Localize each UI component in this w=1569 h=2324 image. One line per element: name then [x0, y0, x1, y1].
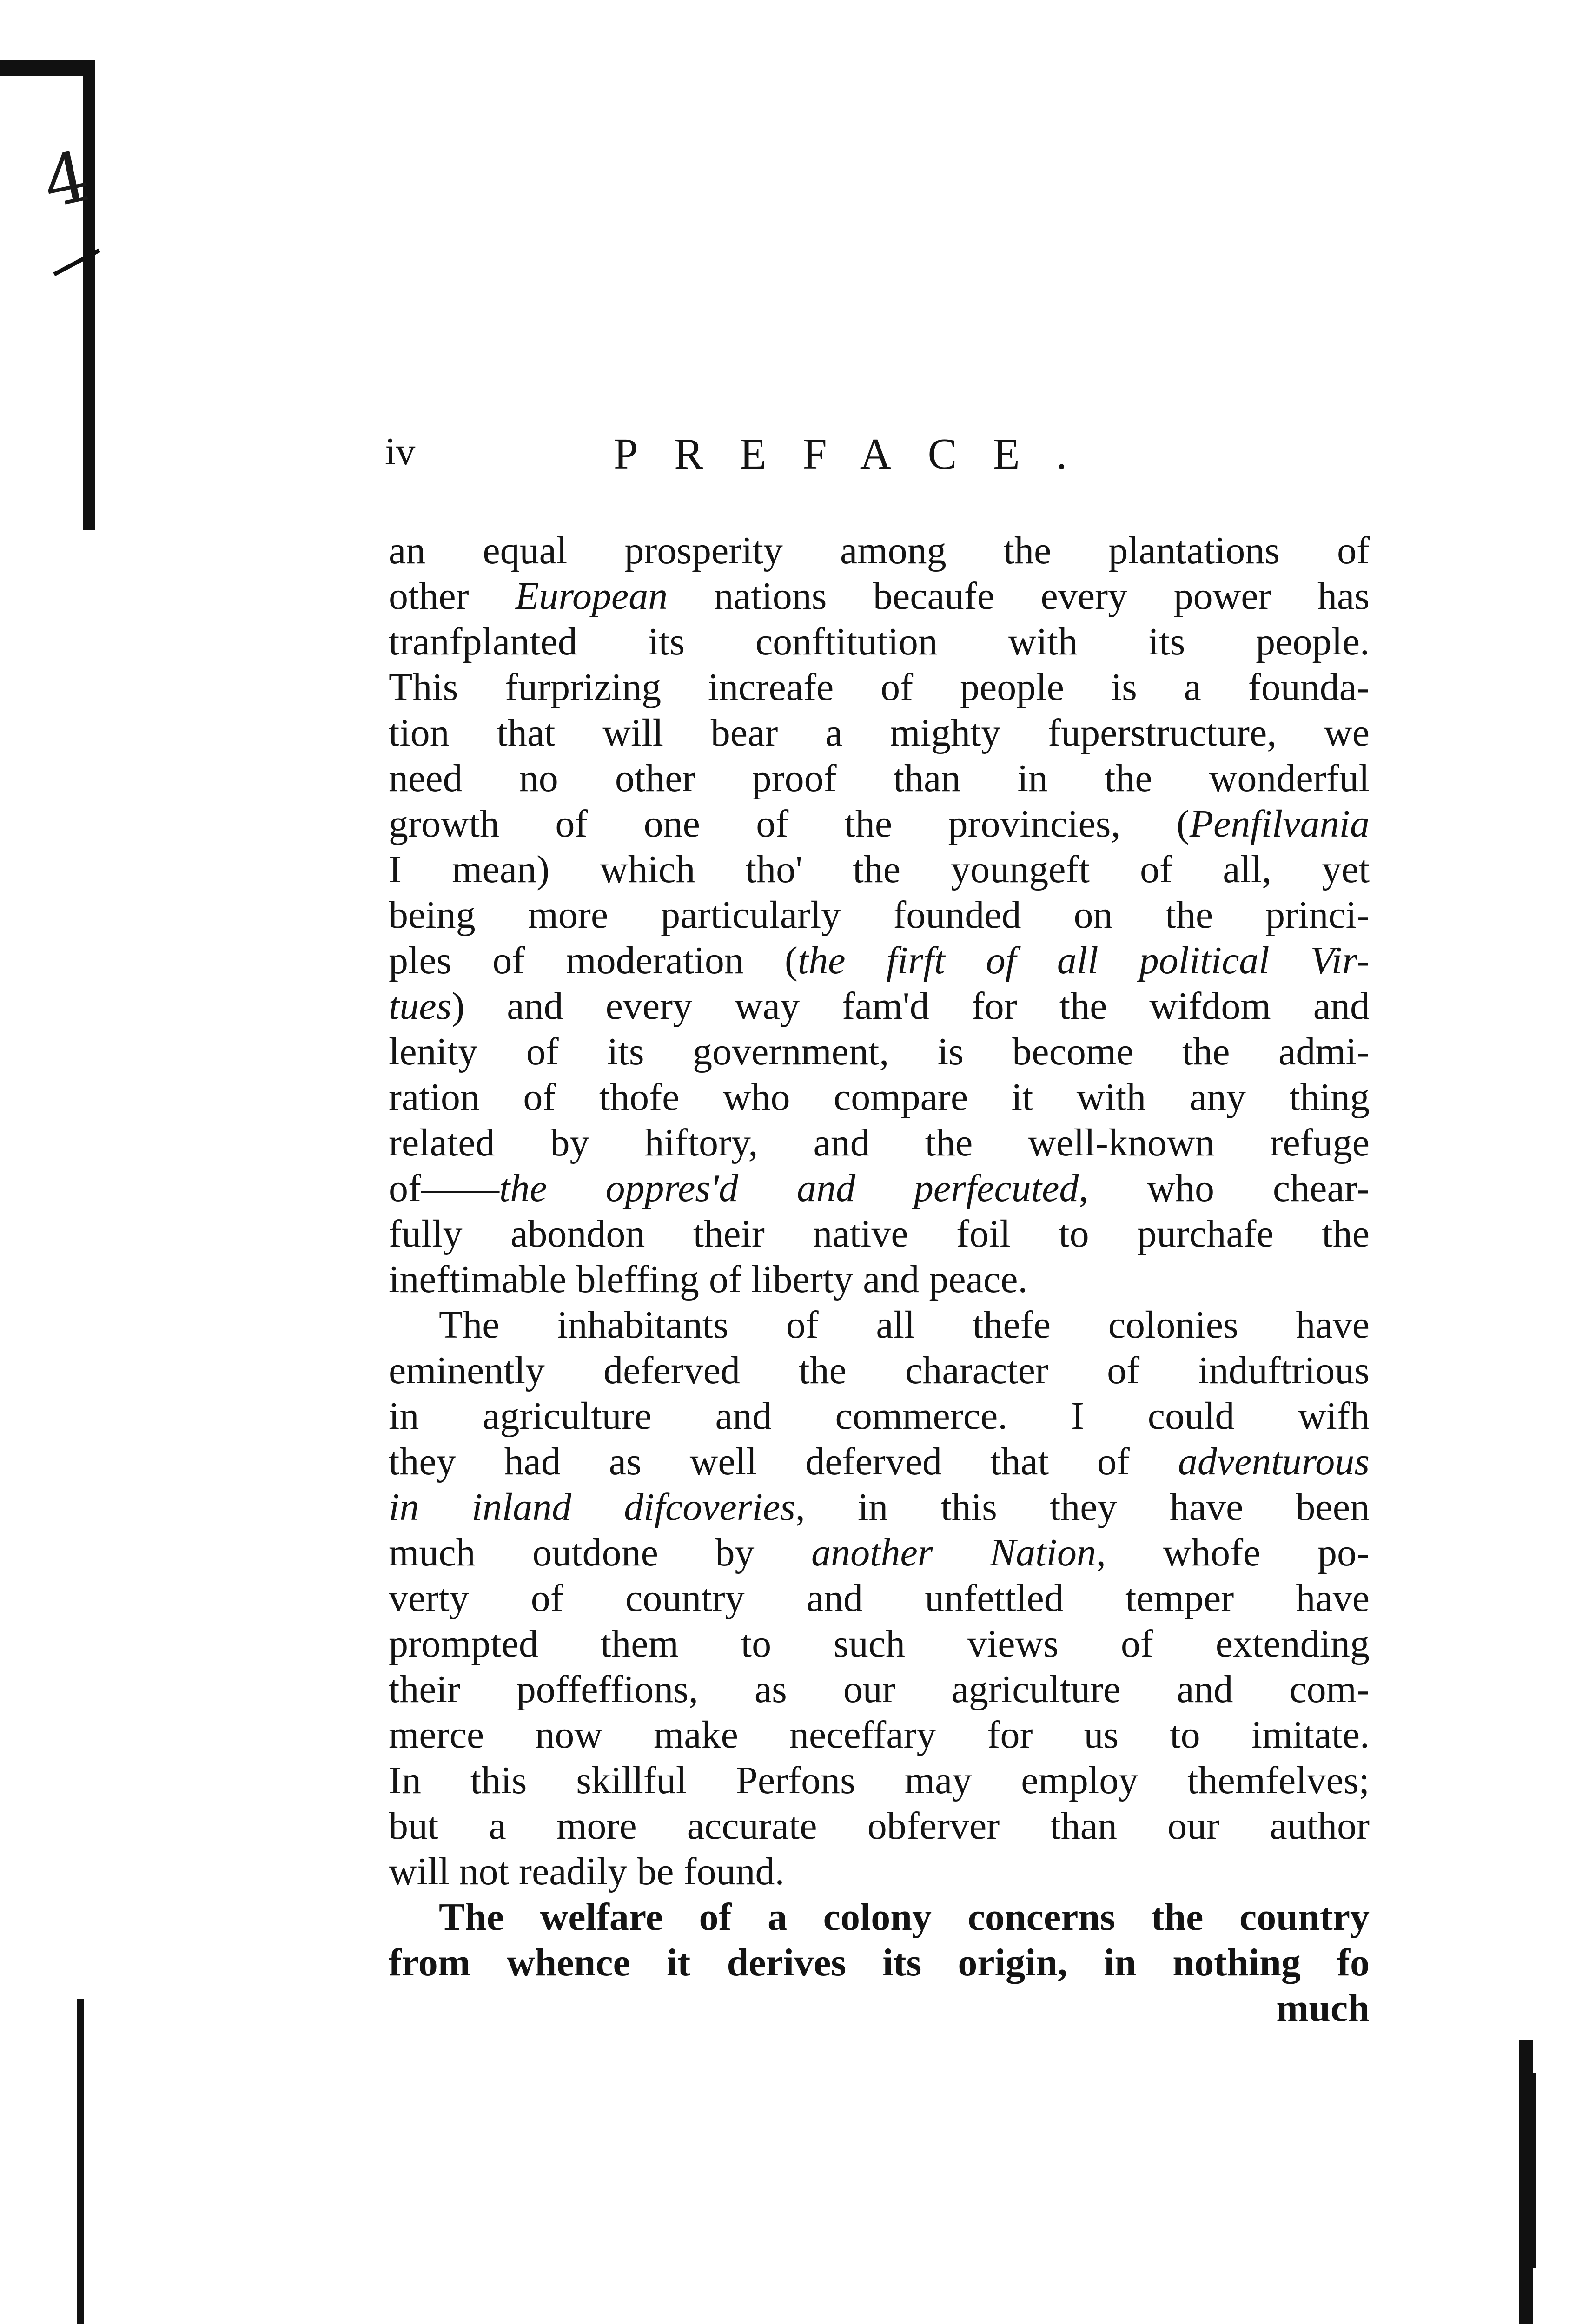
italic-text: the firft of all political Vir-: [797, 939, 1370, 982]
text-run: from whence it derives its origin, in nothing fo: [389, 1941, 1370, 1984]
paragraph: [389, 528, 1370, 1302]
text-line: [389, 619, 1370, 665]
paragraph: [389, 1302, 1370, 1895]
text-run: much outdone by: [389, 1531, 812, 1574]
text-line: [389, 756, 1370, 801]
text-run: The inhabitants of all thefe colonies have: [439, 1303, 1370, 1347]
text-run: ineftimable bleffing of liberty and peace.: [389, 1258, 1028, 1301]
text-line: [389, 1621, 1370, 1667]
paragraph: [389, 1895, 1370, 1986]
text-line: [389, 892, 1370, 938]
text-run: , whofe po-: [1096, 1531, 1370, 1574]
text-run: , who chear-: [1079, 1167, 1370, 1210]
page-number: iv: [385, 430, 416, 473]
text-run: merce now make neceffary for us to imitate.: [389, 1713, 1370, 1756]
text-line: [389, 1393, 1370, 1439]
text-run: need no other proof than in the wonderful: [389, 757, 1370, 800]
text-run: eminently deferved the character of induftrious: [389, 1349, 1370, 1392]
text-run: fully abondon their native foil to purchafe the: [389, 1212, 1370, 1255]
text-line: [389, 984, 1370, 1029]
text-line: [389, 1439, 1370, 1485]
text-line: [389, 710, 1370, 756]
text-run: other: [389, 574, 516, 618]
text-line: [389, 1257, 1370, 1302]
text-run: will not readily be found.: [389, 1850, 785, 1893]
text-line: [389, 1758, 1370, 1803]
text-line: [389, 1803, 1370, 1849]
text-line: [389, 665, 1370, 710]
text-line: [389, 1211, 1370, 1257]
text-line: [389, 1485, 1370, 1530]
text-line: [389, 847, 1370, 892]
text-line: [389, 1530, 1370, 1576]
text-run: ples of moderation (: [389, 939, 798, 982]
text-line: [389, 1576, 1370, 1621]
text-run: related by hiftory, and the well-known refuge: [389, 1121, 1370, 1164]
text-run: of——: [389, 1167, 499, 1210]
text-line: [389, 1075, 1370, 1120]
text-line: [389, 1849, 1370, 1895]
italic-text: adventurous: [1178, 1440, 1370, 1483]
text-run: an equal prosperity among the plantations of: [389, 529, 1370, 572]
body-text: [389, 528, 1370, 2031]
text-run: I mean) which tho' the youngeft of all, yet: [389, 848, 1370, 891]
text-run: tranfplanted its conftitution with its people.: [389, 620, 1370, 663]
text-line: [389, 574, 1370, 619]
text-run: being more particularly founded on the princi-: [389, 893, 1370, 937]
handwritten-number-mark: 4: [36, 135, 97, 224]
text-line: [389, 1940, 1370, 1986]
text-line: [389, 801, 1370, 847]
italic-text: tues: [389, 984, 452, 1028]
running-head: PREFACE.: [614, 430, 1104, 478]
text-run: lenity of its government, is become the admi-: [389, 1030, 1370, 1073]
text-run: in agriculture and commerce. I could wifh: [389, 1394, 1370, 1438]
italic-text: in inland difcoveries: [389, 1486, 795, 1529]
text-line: [389, 1895, 1370, 1940]
text-line: [389, 1120, 1370, 1166]
italic-text: the oppres'd and perfecuted: [499, 1167, 1079, 1210]
text-run: In this skillful Perfons may employ themfelves;: [389, 1759, 1370, 1802]
text-line: [389, 1348, 1370, 1393]
text-line: [389, 938, 1370, 984]
text-line: [389, 1667, 1370, 1712]
italic-text: Penfilvania: [1189, 802, 1370, 845]
text-run: nations becaufe every power has: [668, 574, 1370, 618]
text-run: ration of thofe who compare it with any thing: [389, 1076, 1370, 1119]
text-run: their poffeffions, as our agriculture and com-: [389, 1668, 1370, 1711]
text-line: [389, 1166, 1370, 1211]
text-run: prompted them to such views of extending: [389, 1622, 1370, 1665]
text-run: growth of one of the provincies, (: [389, 802, 1190, 845]
text-line: [389, 1712, 1370, 1758]
italic-text: another Nation: [811, 1531, 1096, 1574]
text-run: , in this they have been: [795, 1486, 1370, 1529]
catchword: much: [1276, 1987, 1370, 2030]
text-run: they had as well deferved that of: [389, 1440, 1178, 1483]
text-run: ) and every way fam'd for the wifdom and: [451, 984, 1370, 1028]
text-run: tion that will bear a mighty fuperstructure, we: [389, 711, 1370, 754]
text-line: [389, 1029, 1370, 1075]
italic-text: European: [515, 574, 668, 618]
text-run: The welfare of a colony concerns the country: [439, 1895, 1370, 1939]
text-run: verty of country and unfettled temper have: [389, 1577, 1370, 1620]
text-line: [389, 1302, 1370, 1348]
text-run: but a more accurate obferver than our author: [389, 1804, 1370, 1848]
text-run: This furprizing increafe of people is a founda-: [389, 666, 1370, 709]
text-line: [389, 528, 1370, 574]
